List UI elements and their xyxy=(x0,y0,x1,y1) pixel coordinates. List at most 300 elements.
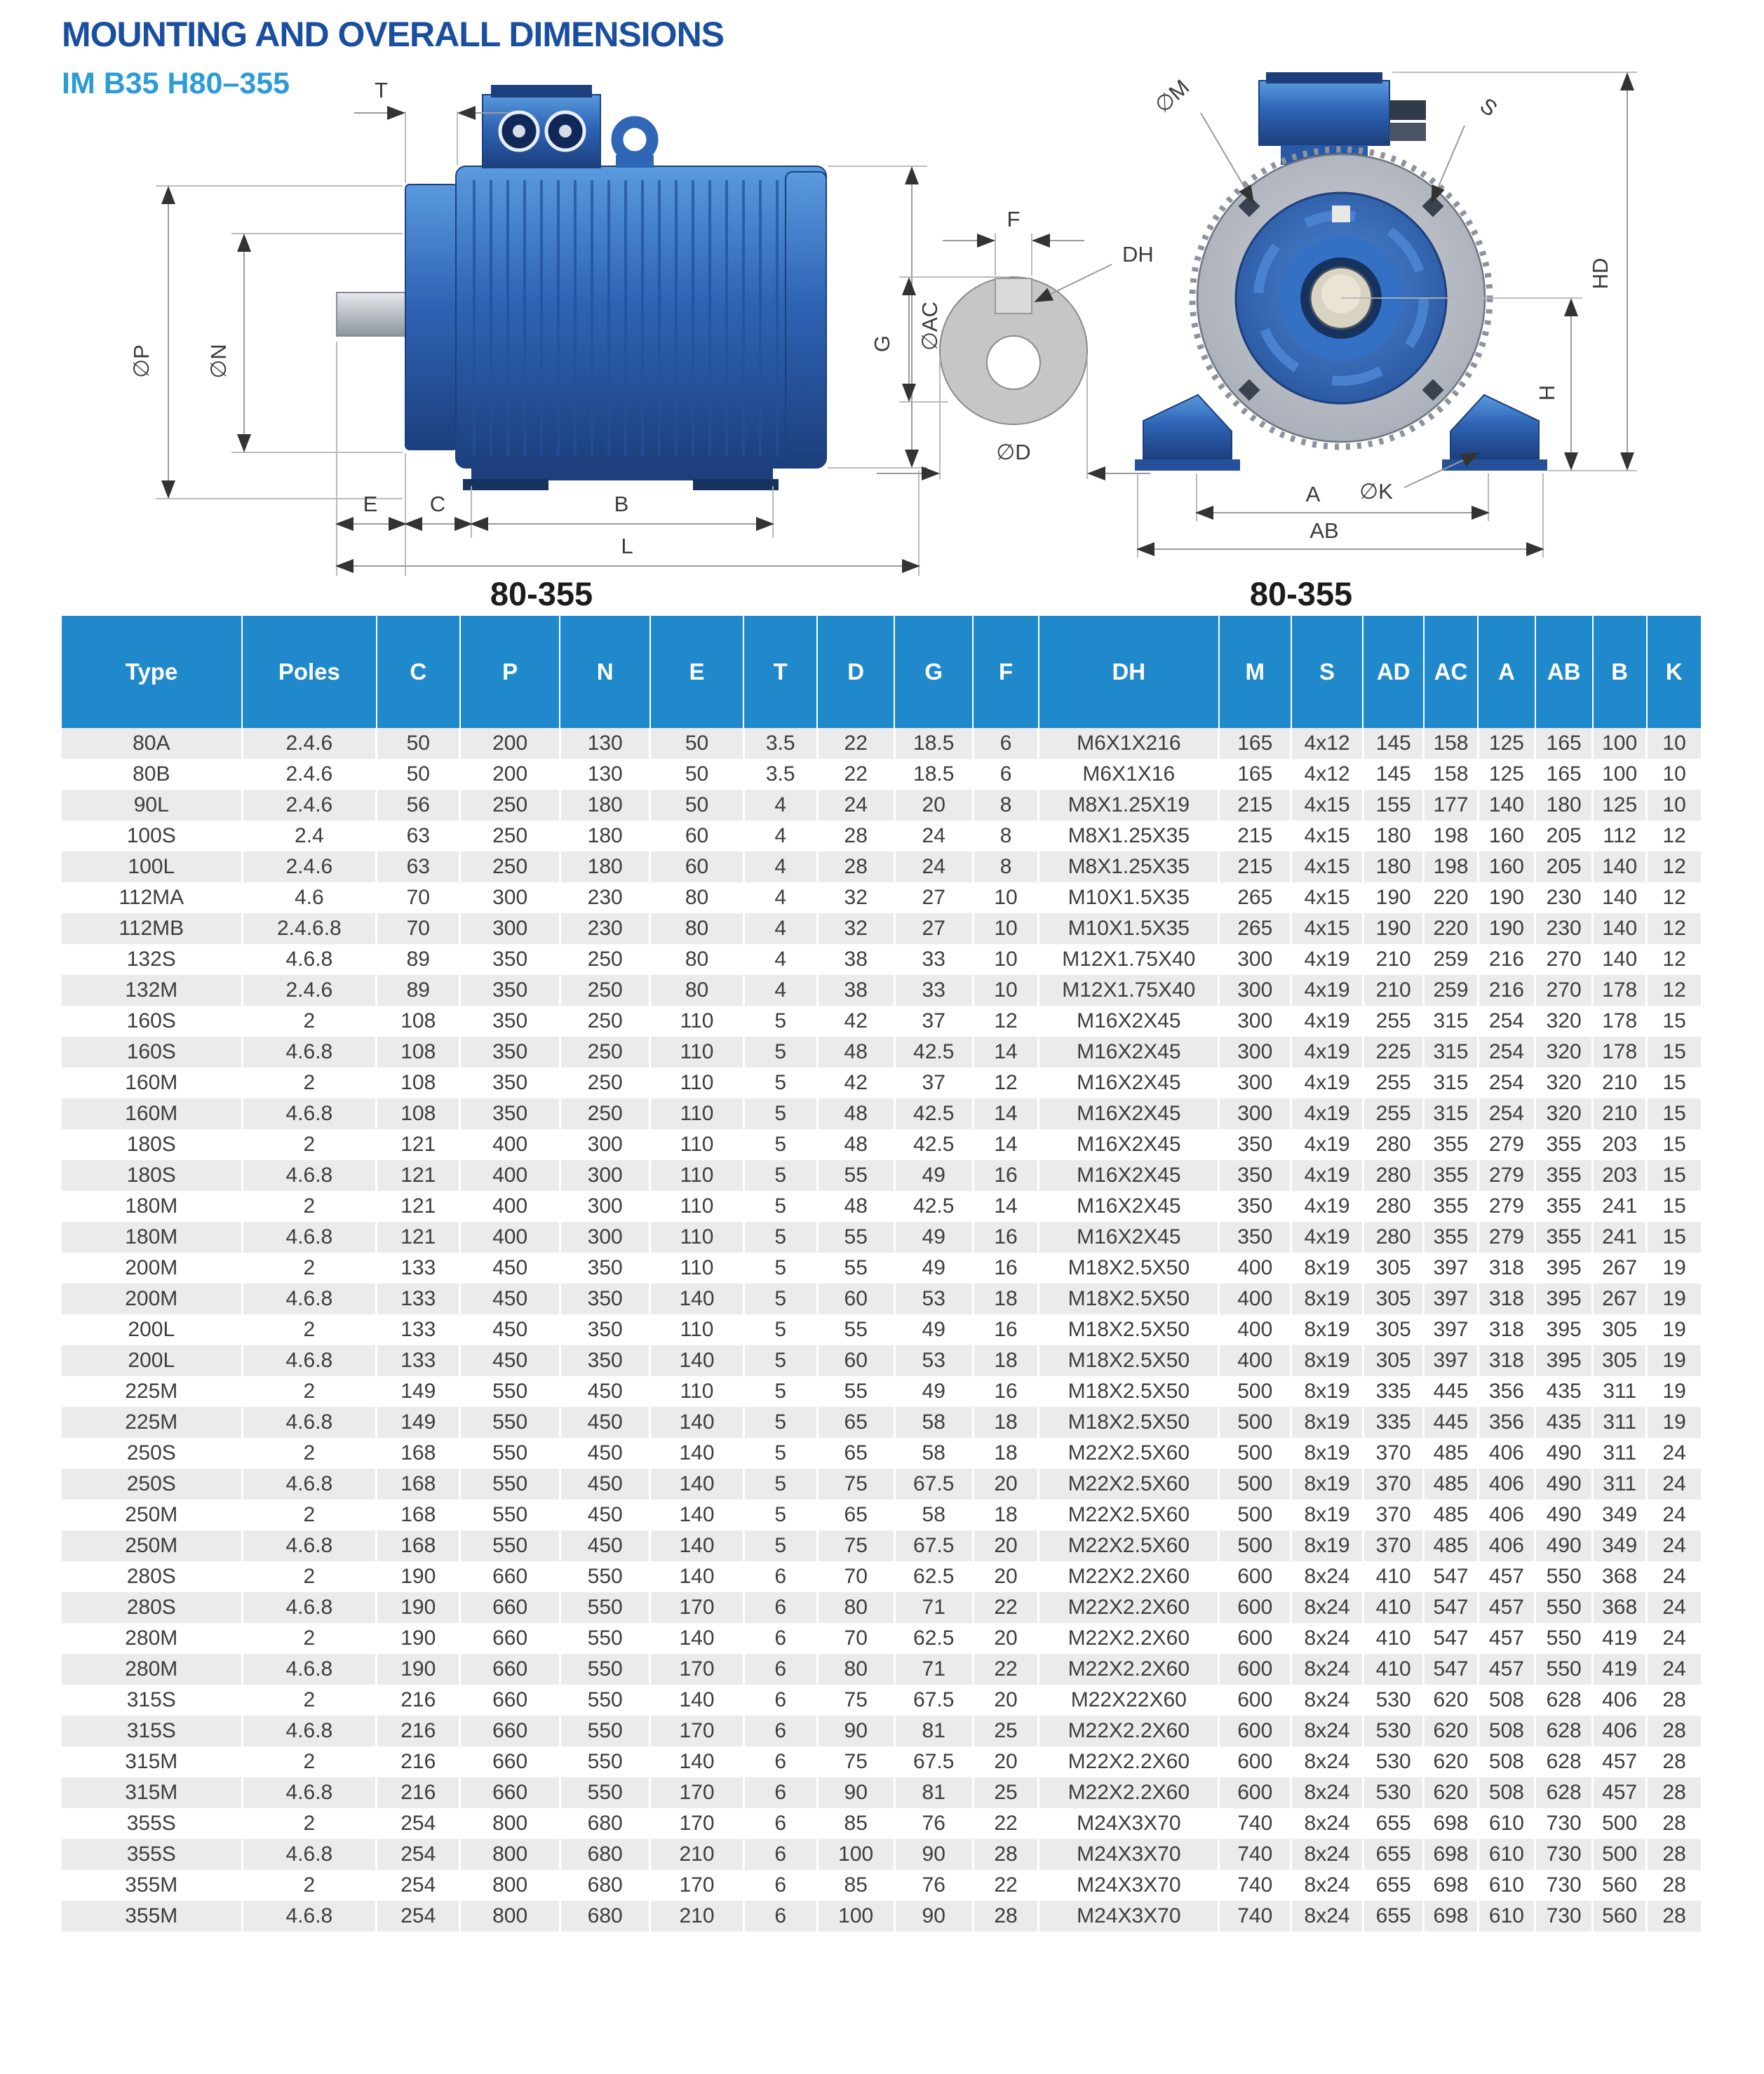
cell: 19 xyxy=(1647,1376,1701,1407)
cell: 2 xyxy=(242,1685,377,1716)
cell: 133 xyxy=(377,1314,460,1345)
cell: 445 xyxy=(1424,1407,1478,1438)
cell: 660 xyxy=(460,1623,560,1654)
cell: 89 xyxy=(377,944,460,975)
cell: 225M xyxy=(62,1376,242,1407)
cell: 254 xyxy=(377,1901,460,1932)
cell: 490 xyxy=(1535,1530,1593,1561)
cell: 4.6.8 xyxy=(242,1530,377,1561)
cell: 33 xyxy=(894,944,973,975)
cell: 370 xyxy=(1363,1530,1423,1561)
cell: 4x15 xyxy=(1291,790,1364,821)
cell: 28 xyxy=(1647,1839,1701,1870)
cell: 67.5 xyxy=(894,1685,973,1716)
cell: 265 xyxy=(1219,882,1291,913)
cell: 435 xyxy=(1535,1407,1593,1438)
cell: 230 xyxy=(1535,882,1593,913)
cell: 8x19 xyxy=(1291,1253,1364,1284)
cell: 660 xyxy=(460,1561,560,1592)
cell: 300 xyxy=(560,1160,650,1191)
cell: 4.6.8 xyxy=(242,1777,377,1808)
table-row xyxy=(62,1592,1701,1623)
table-row xyxy=(62,975,1701,1006)
cell: 4x19 xyxy=(1291,1006,1364,1037)
cell: 311 xyxy=(1593,1407,1647,1438)
cell: 4.6.8 xyxy=(242,1222,377,1253)
cell: 350 xyxy=(460,1098,560,1129)
cell: 740 xyxy=(1219,1901,1291,1932)
cell: 305 xyxy=(1363,1284,1423,1314)
cell: 48 xyxy=(817,1037,894,1068)
cell: 395 xyxy=(1535,1284,1593,1314)
cell: 5 xyxy=(743,1006,817,1037)
cell: 160 xyxy=(1478,851,1535,882)
cell: 80 xyxy=(817,1654,894,1685)
cell: 5 xyxy=(743,1376,817,1407)
column-header: A xyxy=(1478,616,1535,728)
dim-label-hd: HD xyxy=(1588,257,1612,290)
cell: 457 xyxy=(1478,1623,1535,1654)
cell: 140 xyxy=(650,1746,743,1777)
side-view-caption: 80-355 xyxy=(490,575,593,612)
cell: 254 xyxy=(377,1870,460,1901)
cell: 300 xyxy=(1219,975,1291,1006)
cell: 250S xyxy=(62,1438,242,1469)
table-row xyxy=(62,1685,1701,1716)
cell: 4.6.8 xyxy=(242,1037,377,1068)
cell: 37 xyxy=(894,1006,973,1037)
cell: 160M xyxy=(62,1098,242,1129)
cell: 255 xyxy=(1363,1098,1423,1129)
column-header: K xyxy=(1647,616,1701,728)
cell: 259 xyxy=(1424,944,1478,975)
cell: 485 xyxy=(1424,1500,1478,1530)
cell: 140 xyxy=(650,1407,743,1438)
cell: 318 xyxy=(1478,1345,1535,1376)
cell: 24 xyxy=(1647,1500,1701,1530)
cell: 6 xyxy=(973,728,1038,759)
cell: 22 xyxy=(973,1654,1038,1685)
cell: 12 xyxy=(1647,882,1701,913)
cell: 18.5 xyxy=(894,759,973,790)
cell: 20 xyxy=(894,790,973,821)
cell: 20 xyxy=(973,1623,1038,1654)
cell: 655 xyxy=(1363,1901,1423,1932)
cell: 65 xyxy=(817,1407,894,1438)
cell: 81 xyxy=(894,1777,973,1808)
cell: 2 xyxy=(242,1068,377,1098)
cell: 450 xyxy=(560,1500,650,1530)
cell: M10X1.5X35 xyxy=(1039,882,1219,913)
cell: 24 xyxy=(894,821,973,851)
cell: 660 xyxy=(460,1777,560,1808)
cell: 205 xyxy=(1535,851,1593,882)
table-row xyxy=(62,1037,1701,1068)
cell: 550 xyxy=(460,1469,560,1500)
cell: 62.5 xyxy=(894,1623,973,1654)
cell: 500 xyxy=(1219,1376,1291,1407)
cell: 4x19 xyxy=(1291,975,1364,1006)
cell: 550 xyxy=(1535,1561,1593,1592)
cell: 50 xyxy=(377,728,460,759)
cell: 12 xyxy=(1647,944,1701,975)
cell: 55 xyxy=(817,1314,894,1345)
cell: M22X2.2X60 xyxy=(1039,1561,1219,1592)
cell: 2 xyxy=(242,1253,377,1284)
cell: 140 xyxy=(650,1623,743,1654)
cell: 14 xyxy=(973,1129,1038,1160)
cell: 490 xyxy=(1535,1500,1593,1530)
cell: 8x19 xyxy=(1291,1469,1364,1500)
cell: 550 xyxy=(560,1777,650,1808)
cell: 320 xyxy=(1535,1098,1593,1129)
cell: 10 xyxy=(1647,790,1701,821)
cell: 190 xyxy=(1478,882,1535,913)
cell: 435 xyxy=(1535,1376,1593,1407)
table-row xyxy=(62,759,1701,790)
cell: 550 xyxy=(460,1500,560,1530)
cell: 370 xyxy=(1363,1500,1423,1530)
cell: 410 xyxy=(1363,1592,1423,1623)
cell: 62.5 xyxy=(894,1561,973,1592)
cell: 485 xyxy=(1424,1438,1478,1469)
cell: 4.6.8 xyxy=(242,1716,377,1746)
cell: 397 xyxy=(1424,1314,1478,1345)
cell: 19 xyxy=(1647,1314,1701,1345)
cell: 20 xyxy=(973,1561,1038,1592)
cell: 140 xyxy=(650,1469,743,1500)
cell: 230 xyxy=(560,913,650,944)
cell: 698 xyxy=(1424,1870,1478,1901)
cell: 210 xyxy=(1593,1098,1647,1129)
cell: 550 xyxy=(560,1746,650,1777)
cell: 15 xyxy=(1647,1006,1701,1037)
cell: 180S xyxy=(62,1160,242,1191)
cell: 168 xyxy=(377,1500,460,1530)
cell: 100S xyxy=(62,821,242,851)
cell: 200L xyxy=(62,1314,242,1345)
cell: 28 xyxy=(973,1839,1038,1870)
cell: 200M xyxy=(62,1253,242,1284)
cell: 550 xyxy=(1535,1654,1593,1685)
cell: 250 xyxy=(560,1068,650,1098)
cell: 6 xyxy=(743,1870,817,1901)
cell: 70 xyxy=(377,882,460,913)
cell: 3.5 xyxy=(743,728,817,759)
cell: 216 xyxy=(377,1685,460,1716)
motor-side-view xyxy=(337,85,826,490)
cell: 610 xyxy=(1478,1839,1535,1870)
cell: 14 xyxy=(973,1191,1038,1222)
cell: 71 xyxy=(894,1592,973,1623)
dim-label-k: ∅K xyxy=(1359,479,1393,504)
cell: 216 xyxy=(1478,944,1535,975)
cell: 24 xyxy=(1647,1438,1701,1469)
cell: 255 xyxy=(1363,1006,1423,1037)
cell: 550 xyxy=(460,1438,560,1469)
cell: M22X22X60 xyxy=(1039,1685,1219,1716)
dim-label-ab: AB xyxy=(1309,518,1339,543)
cell: 16 xyxy=(973,1222,1038,1253)
cell: M16X2X45 xyxy=(1039,1129,1219,1160)
cell: 140 xyxy=(1478,790,1535,821)
cell: 80 xyxy=(650,975,743,1006)
table-header xyxy=(62,616,1701,728)
cell: 198 xyxy=(1424,851,1478,882)
cell: 216 xyxy=(377,1716,460,1746)
cell: 125 xyxy=(1478,759,1535,790)
cell: 80 xyxy=(650,913,743,944)
cell: 355 xyxy=(1535,1191,1593,1222)
cell: 110 xyxy=(650,1314,743,1345)
cell: 400 xyxy=(460,1160,560,1191)
cell: 133 xyxy=(377,1284,460,1314)
cell: 4.6.8 xyxy=(242,1469,377,1500)
cell: 63 xyxy=(377,821,460,851)
cell: 210 xyxy=(1593,1068,1647,1098)
cell: 140 xyxy=(1593,851,1647,882)
cell: 165 xyxy=(1535,759,1593,790)
cell: 58 xyxy=(894,1407,973,1438)
cell: 355M xyxy=(62,1901,242,1932)
cell: 90 xyxy=(894,1901,973,1932)
cell: 349 xyxy=(1593,1500,1647,1530)
cell: 216 xyxy=(377,1777,460,1808)
cell: 530 xyxy=(1363,1685,1423,1716)
cell: 400 xyxy=(460,1129,560,1160)
cell: 42 xyxy=(817,1068,894,1098)
cell: 280 xyxy=(1363,1222,1423,1253)
cell: 250 xyxy=(460,790,560,821)
table-row xyxy=(62,1746,1701,1777)
cell: 335 xyxy=(1363,1407,1423,1438)
cell: 395 xyxy=(1535,1253,1593,1284)
cell: 55 xyxy=(817,1253,894,1284)
cell: 410 xyxy=(1363,1561,1423,1592)
cell: 4x12 xyxy=(1291,728,1364,759)
motor-base xyxy=(471,457,773,480)
cell: 800 xyxy=(460,1901,560,1932)
front-left-foot xyxy=(1143,395,1232,459)
table-header-row xyxy=(62,616,1701,728)
cell: 4.6.8 xyxy=(242,1839,377,1870)
terminal-box xyxy=(483,85,600,168)
cell: 2 xyxy=(242,1006,377,1037)
cell: 270 xyxy=(1535,975,1593,1006)
cell: 450 xyxy=(460,1253,560,1284)
cell: 500 xyxy=(1219,1530,1291,1561)
cell: 280 xyxy=(1363,1191,1423,1222)
cell: 67.5 xyxy=(894,1469,973,1500)
cell: 38 xyxy=(817,944,894,975)
table-row xyxy=(62,1438,1701,1469)
cell: 300 xyxy=(460,913,560,944)
cell: 132M xyxy=(62,975,242,1006)
table-row xyxy=(62,1469,1701,1500)
cell: 547 xyxy=(1424,1654,1478,1685)
cell: 53 xyxy=(894,1284,973,1314)
cell: 280 xyxy=(1363,1160,1423,1191)
cell: 5 xyxy=(743,1191,817,1222)
motor-rear-cap xyxy=(786,172,826,462)
cell: 8x19 xyxy=(1291,1438,1364,1469)
cell: 22 xyxy=(817,728,894,759)
cell: 5 xyxy=(743,1284,817,1314)
cell: 22 xyxy=(817,759,894,790)
cell: 12 xyxy=(1647,851,1701,882)
cell: 315M xyxy=(62,1746,242,1777)
cell: 610 xyxy=(1478,1808,1535,1839)
cell: 254 xyxy=(1478,1068,1535,1098)
cell: 19 xyxy=(1647,1284,1701,1314)
cell: 8x19 xyxy=(1291,1500,1364,1530)
cell: 4.6.8 xyxy=(242,1654,377,1685)
cell: 110 xyxy=(650,1098,743,1129)
cell: 130 xyxy=(560,759,650,790)
dim-label-c: C xyxy=(429,492,446,516)
cell: 55 xyxy=(817,1222,894,1253)
cell: 220 xyxy=(1424,913,1478,944)
cell: 2.4.6 xyxy=(242,759,377,790)
cell: 32 xyxy=(817,913,894,944)
cell: 4x15 xyxy=(1291,913,1364,944)
cell: 300 xyxy=(560,1191,650,1222)
cell: 547 xyxy=(1424,1592,1478,1623)
cell: 500 xyxy=(1219,1500,1291,1530)
cell: 145 xyxy=(1363,759,1423,790)
column-header: DH xyxy=(1039,616,1219,728)
cell: 63 xyxy=(377,851,460,882)
cell: 210 xyxy=(650,1839,743,1870)
column-header: F xyxy=(973,616,1038,728)
cell: 419 xyxy=(1593,1623,1647,1654)
column-header: Type xyxy=(62,616,242,728)
cell: 168 xyxy=(377,1530,460,1561)
motor-front-foot xyxy=(463,479,548,490)
cell: 2 xyxy=(242,1500,377,1530)
cell: 300 xyxy=(1219,1037,1291,1068)
cell: M8X1.25X35 xyxy=(1039,821,1219,851)
cell: 350 xyxy=(1219,1191,1291,1222)
cell: 149 xyxy=(377,1407,460,1438)
cell: 680 xyxy=(560,1808,650,1839)
cell: 250S xyxy=(62,1469,242,1500)
cell: 355M xyxy=(62,1870,242,1901)
dim-label-s: S xyxy=(1475,93,1502,121)
cell: 49 xyxy=(894,1222,973,1253)
cell: 350 xyxy=(460,975,560,1006)
cell: 60 xyxy=(817,1345,894,1376)
cell: 311 xyxy=(1593,1469,1647,1500)
cell: 315 xyxy=(1424,1068,1478,1098)
cell: 315 xyxy=(1424,1098,1478,1129)
cell: 12 xyxy=(973,1068,1038,1098)
cell: 132S xyxy=(62,944,242,975)
cell: M6X1X16 xyxy=(1039,759,1219,790)
cell: 4x12 xyxy=(1291,759,1364,790)
cell: 60 xyxy=(650,851,743,882)
cell: M18X2.5X50 xyxy=(1039,1376,1219,1407)
cell: 180 xyxy=(560,851,650,882)
cell: 14 xyxy=(973,1098,1038,1129)
cell: 250M xyxy=(62,1530,242,1561)
cell: 698 xyxy=(1424,1808,1478,1839)
cell: 254 xyxy=(377,1839,460,1870)
cell: 140 xyxy=(650,1284,743,1314)
table-row xyxy=(62,851,1701,882)
cell: 58 xyxy=(894,1438,973,1469)
cell: 600 xyxy=(1219,1685,1291,1716)
cell: 450 xyxy=(560,1438,650,1469)
cell: 140 xyxy=(1593,913,1647,944)
cell: 2 xyxy=(242,1376,377,1407)
cell: 450 xyxy=(560,1376,650,1407)
cell: 5 xyxy=(743,1037,817,1068)
cell: 203 xyxy=(1593,1129,1647,1160)
cell: 305 xyxy=(1363,1345,1423,1376)
cell: 370 xyxy=(1363,1469,1423,1500)
cell: 4.6.8 xyxy=(242,1592,377,1623)
column-header: AB xyxy=(1535,616,1593,728)
cell: 168 xyxy=(377,1438,460,1469)
dim-label-a: A xyxy=(1305,482,1321,506)
cell: 8x24 xyxy=(1291,1623,1364,1654)
cell: 355 xyxy=(1535,1160,1593,1191)
cell: 457 xyxy=(1478,1592,1535,1623)
cell: 27 xyxy=(894,913,973,944)
cell: 8x24 xyxy=(1291,1561,1364,1592)
cell: 24 xyxy=(817,790,894,821)
cell: 680 xyxy=(560,1839,650,1870)
cell: 85 xyxy=(817,1808,894,1839)
cell: 620 xyxy=(1424,1746,1478,1777)
cell: 279 xyxy=(1478,1160,1535,1191)
cell: 318 xyxy=(1478,1253,1535,1284)
cell: 49 xyxy=(894,1253,973,1284)
cell: 168 xyxy=(377,1469,460,1500)
cell: 547 xyxy=(1424,1561,1478,1592)
cell: 550 xyxy=(1535,1623,1593,1654)
cell: 110 xyxy=(650,1222,743,1253)
cell: 8x24 xyxy=(1291,1654,1364,1685)
cell: 406 xyxy=(1593,1716,1647,1746)
cell: 8x24 xyxy=(1291,1777,1364,1808)
table-row xyxy=(62,1191,1701,1222)
cell: 25 xyxy=(973,1716,1038,1746)
cell: M18X2.5X50 xyxy=(1039,1253,1219,1284)
cell: 24 xyxy=(1647,1592,1701,1623)
cell: 170 xyxy=(650,1808,743,1839)
cell: M22X2.2X60 xyxy=(1039,1623,1219,1654)
cell: 315S xyxy=(62,1716,242,1746)
cell: 355 xyxy=(1535,1222,1593,1253)
cell: 19 xyxy=(1647,1345,1701,1376)
cell: 280S xyxy=(62,1592,242,1623)
cell: 12 xyxy=(1647,913,1701,944)
cell: 400 xyxy=(460,1191,560,1222)
cell: 508 xyxy=(1478,1685,1535,1716)
cell: 560 xyxy=(1593,1901,1647,1932)
cell: 4.6.8 xyxy=(242,1284,377,1314)
page-subtitle: IM B35 H80–355 xyxy=(62,67,290,100)
cell: 2.4.6 xyxy=(242,975,377,1006)
cell: 508 xyxy=(1478,1777,1535,1808)
cell: 620 xyxy=(1424,1716,1478,1746)
cell: 60 xyxy=(650,821,743,851)
cell: 279 xyxy=(1478,1129,1535,1160)
cell: 279 xyxy=(1478,1222,1535,1253)
cell: 133 xyxy=(377,1345,460,1376)
